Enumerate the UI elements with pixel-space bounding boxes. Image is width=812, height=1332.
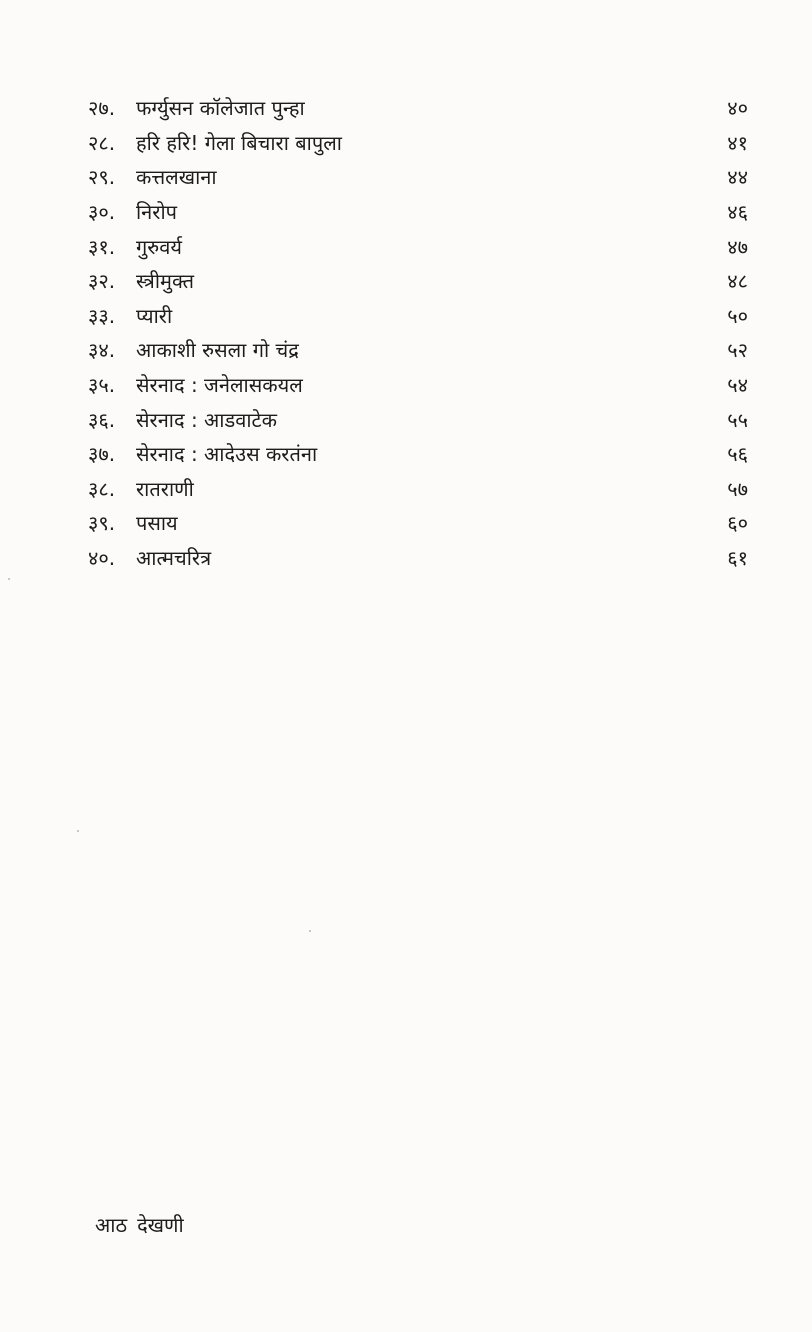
toc-entry	[88, 472, 748, 507]
toc-entry-number: ३१.	[88, 234, 116, 259]
toc-entry-page: ६१	[727, 546, 748, 571]
toc-entry-page: ४७	[727, 234, 748, 259]
toc-entry-number: ३७.	[88, 442, 116, 467]
toc-entry	[88, 126, 748, 161]
toc-entry-number: ३५.	[88, 373, 116, 398]
toc-entry	[88, 91, 748, 126]
toc-entry	[88, 402, 748, 437]
toc-entry-page: ५४	[727, 373, 748, 398]
toc-entry-number: ३२.	[88, 269, 116, 294]
toc-entry-page: ५७	[727, 476, 748, 501]
toc-entry-title: हरि हरि! गेला बिचारा बापुला	[136, 130, 342, 155]
toc-entry-number: ३९.	[88, 511, 116, 536]
toc-entry-number: ३४.	[88, 338, 116, 363]
toc-entry-title: सेरनाद : जनेलासकयल	[136, 373, 303, 398]
toc-entry	[88, 541, 748, 576]
toc-entry-page: ४१	[727, 130, 748, 155]
toc-entry-title: आकाशी रुसला गो चंद्र	[136, 338, 299, 363]
toc-entry	[88, 299, 748, 334]
toc-entry-title: रातराणी	[136, 476, 194, 501]
toc-entry-number: २९.	[88, 165, 116, 190]
toc-entry	[88, 195, 748, 230]
paper-speck	[77, 830, 79, 832]
toc-entry-page: ४६	[727, 200, 748, 225]
toc-entry-page: ६०	[727, 511, 748, 536]
toc-entry-number: ४०.	[88, 546, 116, 571]
toc-entry-title: फर्ग्युसन कॉलेजात पुन्हा	[136, 96, 305, 121]
toc-entry-page: ५६	[727, 442, 748, 467]
footer-page-label: आठ	[95, 1213, 128, 1237]
toc-entry-title: प्यारी	[136, 303, 173, 328]
toc-entry-page: ४८	[727, 269, 748, 294]
toc-entry-title: सेरनाद : आडवाटेक	[136, 407, 277, 432]
toc-entry-title: आत्मचरित्र	[136, 546, 212, 571]
toc-entry	[88, 264, 748, 299]
toc-entry-number: ३६.	[88, 407, 116, 432]
toc-entry-page: ४०	[727, 96, 748, 121]
toc-entry-page: ५०	[727, 303, 748, 328]
toc-entry-page: ५२	[727, 338, 748, 363]
toc-entry-page: ५५	[727, 407, 748, 432]
toc-entry-title: सेरनाद : आदेउस करतंना	[136, 442, 318, 467]
paper-speck	[8, 578, 10, 580]
toc-entry	[88, 229, 748, 264]
toc-entry-number: २७.	[88, 96, 116, 121]
toc-entry	[88, 506, 748, 541]
toc-entry-title: गुरुवर्य	[136, 234, 182, 259]
toc-entry	[88, 437, 748, 472]
table-of-contents	[88, 91, 748, 575]
toc-entry	[88, 368, 748, 403]
toc-entry-number: ३८.	[88, 476, 116, 501]
footer-book-title: देखणी	[137, 1213, 184, 1237]
toc-entry-title: निरोप	[136, 200, 177, 225]
toc-entry	[88, 160, 748, 195]
paper-speck	[309, 930, 311, 932]
toc-entry-title: कत्तलखाना	[136, 165, 217, 190]
page-footer	[95, 1210, 184, 1240]
toc-entry-title: पसाय	[136, 511, 178, 536]
toc-entry-number: ३३.	[88, 303, 116, 328]
toc-entry-number: ३०.	[88, 200, 116, 225]
toc-entry-number: २८.	[88, 130, 116, 155]
toc-entry-title: स्त्रीमुक्त	[136, 269, 195, 294]
toc-entry-page: ४४	[727, 165, 748, 190]
toc-entry	[88, 333, 748, 368]
